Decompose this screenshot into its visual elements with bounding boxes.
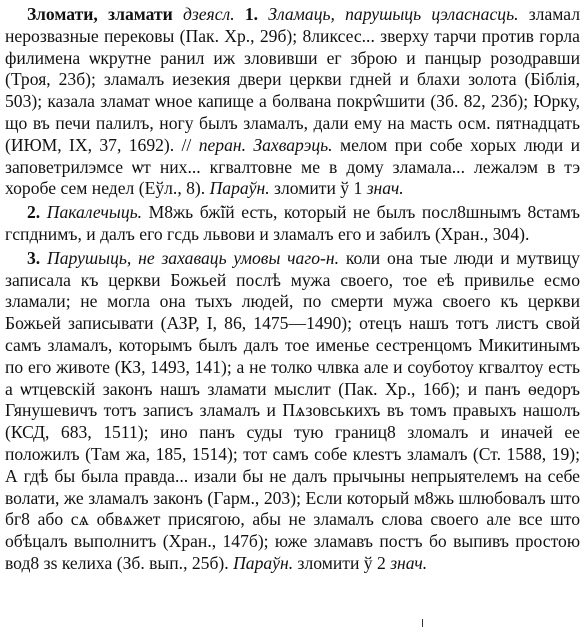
sense-number-1: 1. (244, 4, 259, 24)
sense-definition-1: Зламаць, парушыць цэласнасць. (268, 4, 519, 24)
part-of-speech: дзеясл. (182, 4, 235, 24)
sense-citations-3: коли она тые люди и мутвицу записала къ церкви Божьей послѣ мужа своего, тое еѣ привилье есмо зламали; не могла она тыхъ людей, по смерти мужа своего къ церкви Божьей записывати (АЗР, I, 86, 1475—1490); отецъ нашъ тотъ листъ свой самъ зламалъ, которымъ былъ далъ тое именье сестренцомъ Микитинымъ по его животе (КЗ, 1493, 141); а не толко члвка але и соуботоу кгвалтоу есть а ѡтцевскій законъ нашъ зламати мыслит (Пак. Хр., 16б); и панъ ѳедоръ Гянушевичъ тотъ записъ зламалъ и Пѧзовськихъ въ томъ правыхъ нашолъ (КСД, 683, 1511); ино панъ суды тую границ8 зломалъ и иначей ее положилъ (Там жа, 185, 1514); тот самъ собе клеѕтъ зламалъ (Ст. 1588, 19); А гдѣ бы была правда... изали бы не далъ прычыны непрыятелемъ на себе волати, же зламалъ законъ (Гарм., 203); Если который м8жь шлюбовалъ што бг8 або сѧ обвѧжет присягою, абы не зламалъ слова своего але все што обѣцалъ выполнитъ (Хран., 147б); юже зламавъ постъ бо выпивъ простою вод8 зѕ келиха (Зб. вып., 25б). (5, 247, 580, 573)
sense-number-3: 3. (27, 247, 41, 268)
sense-number-2: 2. (27, 202, 41, 223)
sense-definition-2: Пакалечыць. (46, 202, 143, 223)
sense-definition-3: Парушыць, не захаваць умовы чаго-н. (47, 247, 339, 268)
compare-tail-1: знач. (366, 178, 404, 199)
entry-sense-2 (5, 202, 580, 246)
compare-tail-3: знач. (390, 552, 428, 573)
compare-label-1: Параўн. (209, 178, 270, 199)
figurative-label: перан. Захварэць. (198, 134, 333, 155)
compare-label-3: Параўн. (233, 552, 294, 573)
headword: Зломати, зламати (27, 4, 173, 24)
entry-sense-3 (5, 248, 580, 575)
margin-tick-mark (422, 619, 423, 627)
sense-citations-1a: зламал нерозвазные перековы (Пак. Хр., 29б); 8ликсес... зверху тарчи против горла филимена ѡкрутне ранил иж зловивши ег зброю и панцыр розодравши (Троя, 23б); зламалъ иезекия двери церкви гдней и блахи золота (Біблія, 503); казала зламат ѡное капище а болвана покрŵшити (Зб. 82, 23б); Юрку, що въ печи палилъ, ногу былъ зламалъ, дали ему на масть осм. пятнадцать (ИЮМ, IX, 37, 1692). // (5, 4, 581, 155)
sense-citations-2: М8жь бж̃ій есть, который не былъ посл8шнымъ 8стамъ гспднимъ, и далъ его гсдь львови и зламалъ его и забилъ (Хран., 304). (5, 202, 580, 244)
compare-target-3: зломити ў 2 (297, 552, 386, 573)
sense-citations-1b: мелом при собе хорых люди и заповетрилэмсе ѡт них... кгвалтовне ме в дому зламала... лежалэм в тэ хоробе сем недел (Еўл., 8). (5, 134, 580, 199)
compare-target-1: зломити ў 1 (274, 178, 363, 199)
entry-sense-1 (5, 4, 580, 200)
